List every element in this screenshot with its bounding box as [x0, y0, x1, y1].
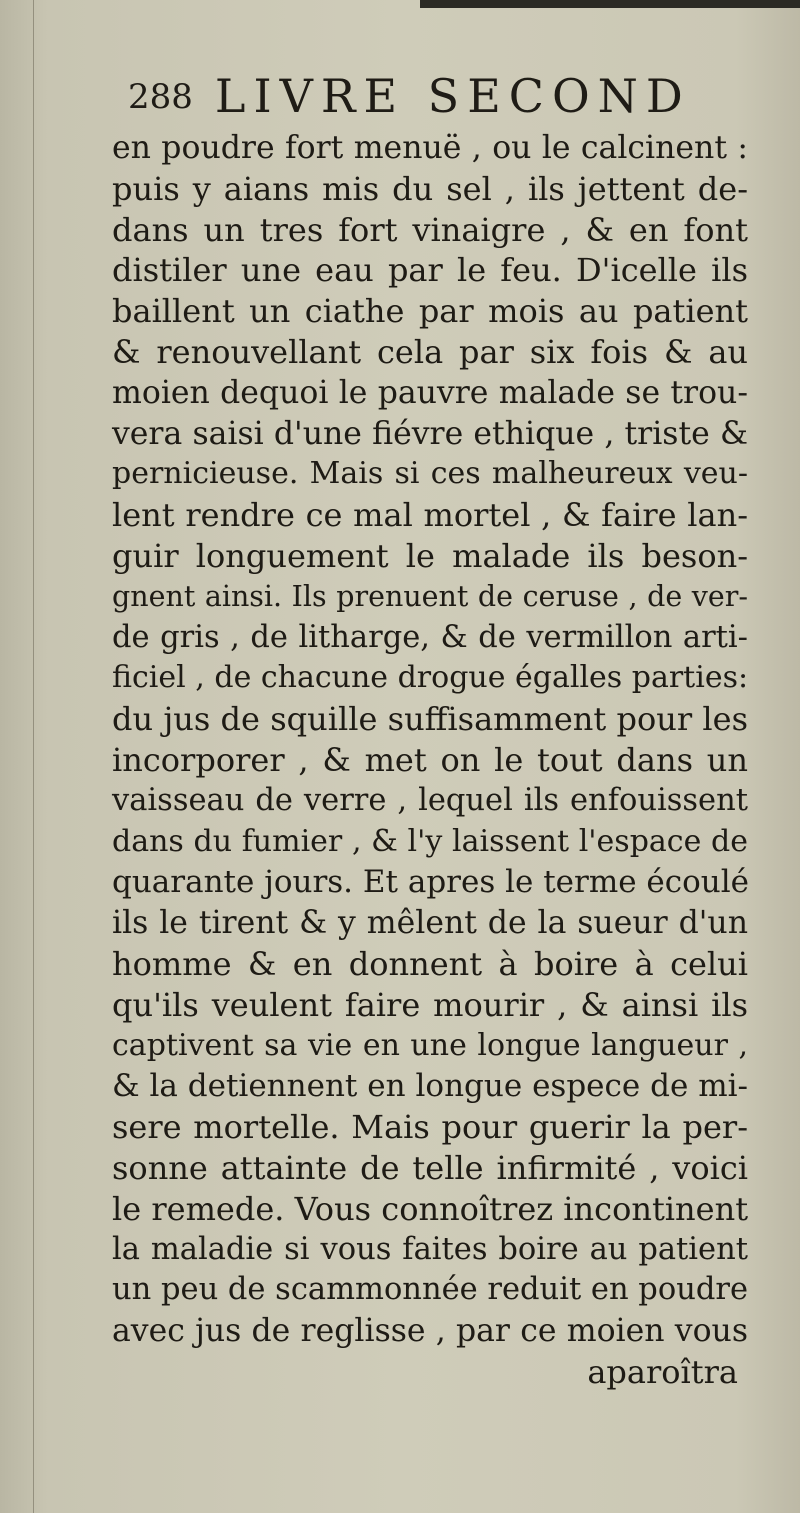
text-line: gnent ainsi. Ils prenuent de ceruse , de ver- [112, 579, 748, 613]
text-line: ficiel , de chacune drogue égalles parties: [112, 660, 749, 696]
text-line: avec jus de reglisse , par ce moien vous [112, 1313, 748, 1350]
text-line: vaisseau de verre , lequel ils enfouissent [112, 782, 748, 818]
text-line: dans du fumier , & l'y laissent l'espace de [112, 823, 748, 859]
text-line: baillent un ciathe par mois au patient [112, 292, 748, 331]
body-text [112, 128, 748, 1393]
text-line: homme & en donnent à boire à celui [112, 944, 748, 983]
text-line: distiler une eau par le feu. D'icelle ils [112, 251, 748, 290]
text-line: qu'ils veulent faire mourir , & ainsi ils [112, 985, 748, 1024]
text-line: le remede. Vous connoîtrez incontinent [112, 1189, 749, 1228]
text-line: pernicieuse. Mais si ces malheureux veu- [112, 456, 748, 492]
text-line: ils le tirent & y mêlent de la sueur d'un [112, 905, 748, 942]
text-line: puis y aians mis du sel , ils jettent de- [112, 169, 748, 208]
text-line: lent rendre ce mal mortel , & faire lan- [112, 496, 748, 535]
text-line: vera saisi d'une fiévre ethique , triste & [112, 415, 748, 452]
text-line: & la detiennent en longue espece de mi- [112, 1068, 748, 1105]
gutter-line [33, 0, 34, 1513]
text-line: sere mortelle. Mais pour guerir la per- [112, 1108, 748, 1147]
text-line: & renouvellant cela par six fois & au [112, 332, 748, 371]
text-line: quarante jours. Et apres le terme écoulé [112, 864, 750, 901]
text-line: guir longuement le malade ils beson- [112, 536, 748, 575]
page-edge-shadow [420, 0, 800, 8]
text-line: la maladie si vous faites boire au patient [112, 1231, 748, 1267]
text-line: incorporer , & met on le tout dans un [112, 740, 748, 779]
text-line: en poudre fort menuë , ou le calcinent : [112, 130, 748, 166]
page-number: 288 [128, 77, 193, 117]
text-line: captivent sa vie en une longue langueur , [112, 1027, 748, 1063]
text-line: sonne attainte de telle infirmité , voici [112, 1148, 748, 1187]
text-line: du jus de squille suffisamment pour les [112, 700, 748, 739]
text-line: dans un tres fort vinaigre , & en font [112, 210, 748, 249]
running-title: LIVRE SECOND [214, 69, 691, 123]
text-line: moien dequoi le pauvre malade se trou- [112, 374, 748, 411]
text-line: de gris , de litharge, & de vermillon arti- [112, 619, 748, 655]
text-line: aparoîtra [587, 1352, 738, 1391]
text-line: un peu de scammonnée reduit en poudre [112, 1272, 748, 1308]
running-header [128, 64, 691, 128]
